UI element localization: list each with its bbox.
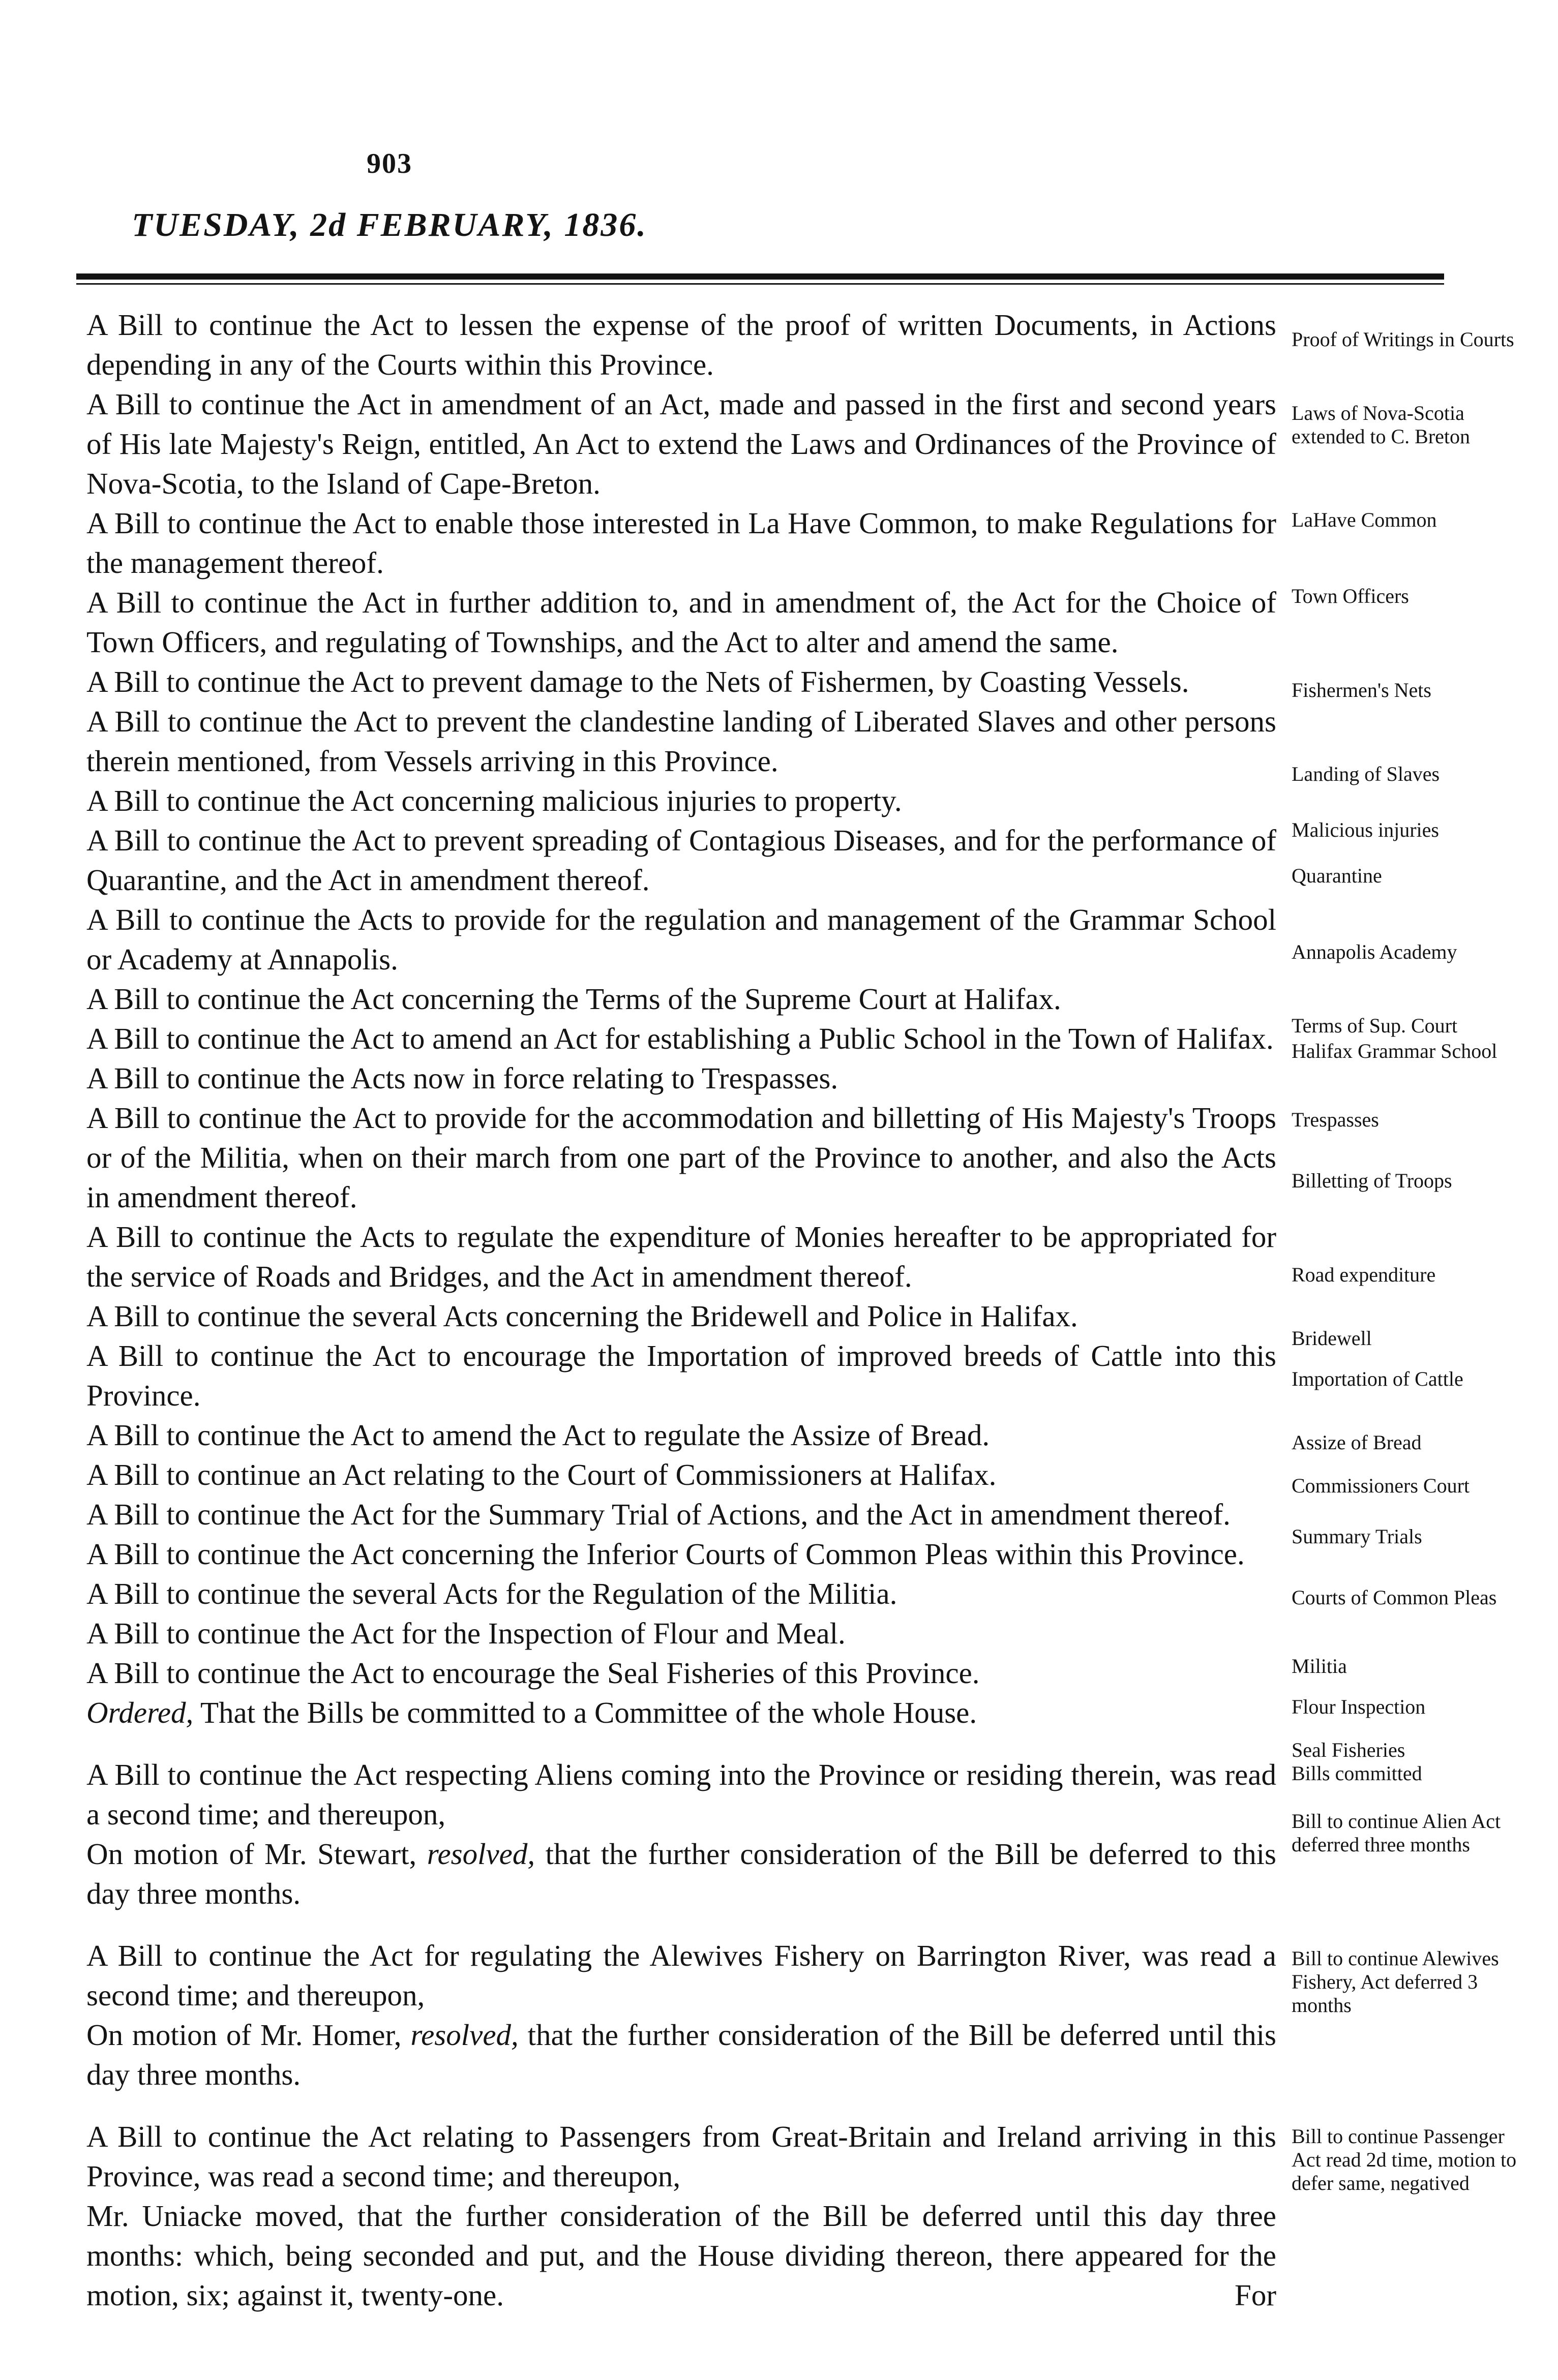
margin-note: Flour Inspection (1292, 1695, 1426, 1718)
bill-entry: A Bill to continue the Act to enable those interested in La Have Common, to make Regulations for the management thereof. (86, 506, 1276, 579)
margin-note: Bill to continue Passenger Act read 2d time, motion to defer same, negatived (1292, 2125, 1517, 2194)
margin-note: LaHave Common (1292, 508, 1437, 531)
ordered-paragraph (86, 1693, 1276, 1732)
heading-rule-thick (76, 273, 1444, 280)
page-number: 903 (367, 148, 412, 179)
margin-note: Landing of Slaves (1292, 762, 1440, 785)
ordered-label: Ordered, (86, 1696, 194, 1729)
bill-entry: A Bill to continue the Act concerning malicious injuries to property. (86, 784, 902, 817)
ordered-text: That the Bills be committed to a Committee of the whole House. (193, 1696, 977, 1729)
bill-entry: A Bill to continue the Act to provide for the accommodation and billetting of His Majesty's Troops or of the Militia, when on their march from one part of the Province to another, and also the Acts in amendment thereof. (86, 1101, 1276, 1214)
margin-note: Commissioners Court (1292, 1474, 1470, 1497)
margin-note: Fishermen's Nets (1292, 679, 1431, 701)
margin-note: Bills committed (1292, 1762, 1422, 1785)
resolved-word: resolved, (410, 2018, 519, 2052)
motion-lead: On motion of Mr. Stewart, (86, 1837, 427, 1871)
margin-note: Bill to continue Alien Act deferred three months (1292, 1810, 1501, 1856)
motion-rest: that the further consideration of the Bill be deferred to this day three months. (86, 1837, 1277, 1910)
margin-note: Terms of Sup. Court (1292, 1014, 1458, 1037)
journal-body (86, 305, 1276, 2315)
bill-entry: A Bill to continue the Act to encourage the Importation of improved breeds of Cattle into this Province. (86, 1339, 1276, 1412)
heading-rule-thin (76, 283, 1444, 285)
margin-note: Bill to continue Alewives Fishery, Act deferred 3 months (1292, 1947, 1499, 2017)
margin-note: Seal Fisheries (1292, 1738, 1405, 1761)
bill-entry: A Bill to continue the Act to prevent damage to the Nets of Fishermen, by Coasting Vessels. (86, 665, 1189, 698)
margin-note: Proof of Writings in Courts (1292, 328, 1514, 351)
margin-note: Quarantine (1292, 864, 1382, 887)
alewives-bill-paragraph: A Bill to continue the Act for regulating the Alewives Fishery on Barrington River, was read a second time; and thereupon, (86, 1939, 1276, 2012)
bill-entry: A Bill to continue the Act for the Inspection of Flour and Meal. (86, 1616, 846, 1650)
bill-entry: A Bill to continue an Act relating to the Court of Commissioners at Halifax. (86, 1458, 997, 1491)
margin-note: Courts of Common Pleas (1292, 1586, 1497, 1609)
motion-text: Mr. Uniacke moved, that the further consideration of the Bill be deferred until this day three months: which, being seconded and put, and the House dividing thereon, there appeared for the motion, six; against it, twenty-one. (86, 2199, 1276, 2312)
margin-note: Road expenditure (1292, 1263, 1436, 1286)
motion-rest: that the further consideration of the Bill be deferred until this day three months. (86, 2018, 1276, 2091)
bill-entry: A Bill to continue the Act in further addition to, and in amendment of, the Act for the Choice of Town Officers, and regulating of Townships, and the Act to alter and amend the same. (86, 586, 1276, 659)
margin-note: Laws of Nova-Scotia extended to C. Breton (1292, 402, 1471, 448)
bill-entry: A Bill to continue the Act to prevent the clandestine landing of Liberated Slaves and other persons therein mentioned, from Vessels arriving in this Province. (86, 705, 1276, 778)
margin-note: Halifax Grammar School (1292, 1040, 1497, 1062)
bill-entry: A Bill to continue the Act to encourage the Seal Fisheries of this Province. (86, 1656, 980, 1690)
bill-entry: A Bill to continue the Acts to regulate the expenditure of Monies hereafter to be appropriated for the service of Roads and Bridges, and the Act in amendment thereof. (86, 1220, 1276, 1293)
margin-note: Annapolis Academy (1292, 940, 1457, 963)
alien-bill-motion (86, 1834, 1276, 1913)
passengers-bill-paragraph: A Bill to continue the Act relating to Passengers from Great-Britain and Ireland arriving in this Province, was read a second time; and thereupon, (86, 2120, 1276, 2193)
bill-entry: A Bill to continue the Act to amend the Act to regulate the Assize of Bread. (86, 1418, 990, 1452)
alien-bill-paragraph: A Bill to continue the Act respecting Aliens coming into the Province or residing therein, was read a second time; and thereupon, (86, 1758, 1276, 1831)
bill-entry: A Bill to continue the Act to prevent spreading of Contagious Diseases, and for the performance of Quarantine, and the Act in amendment thereof. (86, 823, 1276, 897)
margin-note: Billetting of Troops (1292, 1169, 1452, 1192)
alewives-bill-motion (86, 2015, 1276, 2094)
margin-note: Malicious injuries (1292, 818, 1439, 841)
bill-entry: A Bill to continue the Act to amend an Act for establishing a Public School in the Town of Halifax. (86, 1022, 1274, 1055)
date-heading: TUESDAY, 2d FEBRUARY, 1836. (132, 206, 647, 243)
catchword: For (1235, 2278, 1276, 2312)
margin-note: Town Officers (1292, 585, 1409, 607)
bill-entry: A Bill to continue the several Acts concerning the Bridewell and Police in Halifax. (86, 1299, 1078, 1333)
passengers-bill-motion (86, 2196, 1276, 2315)
bill-entry: A Bill to continue the Act concerning the Terms of the Supreme Court at Halifax. (86, 982, 1061, 1016)
margin-note: Trespasses (1292, 1108, 1379, 1131)
bill-entry: A Bill to continue the Act for the Summary Trial of Actions, and the Act in amendment thereof. (86, 1498, 1231, 1531)
bill-entry: A Bill to continue the Acts now in force relating to Trespasses. (86, 1061, 838, 1095)
bill-entry: A Bill to continue the Act in amendment of an Act, made and passed in the first and second years of His late Majesty's Reign, entitled, An Act to extend the Laws and Ordinances of the Province of Nova-Scotia, to the Island of Cape-Breton. (86, 387, 1276, 500)
bill-entry: A Bill to continue the Act to lessen the expense of the proof of written Documents, in Actions depending in any of the Courts within this Province. (86, 308, 1276, 381)
bill-entry: A Bill to continue the Acts to provide for the regulation and management of the Grammar School or Academy at Annapolis. (86, 903, 1276, 976)
resolved-word: resolved, (427, 1837, 535, 1871)
bill-entry: A Bill to continue the several Acts for the Regulation of the Militia. (86, 1577, 897, 1610)
margin-note: Assize of Bread (1292, 1431, 1422, 1454)
motion-lead: On motion of Mr. Homer, (86, 2018, 411, 2052)
margin-note: Summary Trials (1292, 1525, 1422, 1548)
margin-note: Importation of Cattle (1292, 1367, 1463, 1390)
bill-entry: A Bill to continue the Act concerning the Inferior Courts of Common Pleas within this Province. (86, 1537, 1245, 1571)
margin-note: Militia (1292, 1655, 1347, 1677)
margin-note: Bridewell (1292, 1327, 1372, 1350)
